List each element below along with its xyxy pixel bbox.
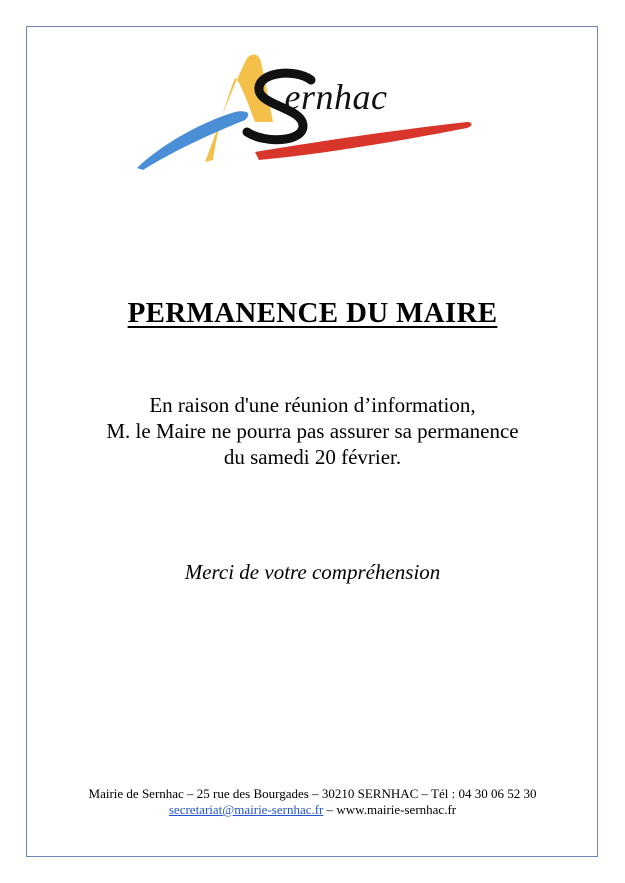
logo-yellow-swoosh [205,55,273,162]
logo-blue-swoosh [137,111,248,170]
footer [0,786,625,818]
thanks-message: Merci de votre compréhension [184,560,441,584]
message-line-1: En raison d'une réunion d’information, [149,393,476,417]
sernhac-logo [135,50,475,175]
footer-separator: – [323,802,337,817]
footer-contact [0,802,625,818]
logo-text: ernhac [284,77,388,117]
footer-address: Mairie de Sernhac – 25 rue des Bourgades – 30210 SERNHAC – Tél : 04 30 06 52 30 [88,786,537,801]
announcement-message [0,392,625,470]
message-line-3: du samedi 20 février. [223,445,402,469]
footer-website: www.mairie-sernhac.fr [336,802,457,817]
page-title: PERMANENCE DU MAIRE [127,297,498,329]
footer-email-link[interactable]: secretariat@mairie-sernhac.fr [168,802,324,817]
message-line-2: M. le Maire ne pourra pas assurer sa permanence [106,419,519,443]
